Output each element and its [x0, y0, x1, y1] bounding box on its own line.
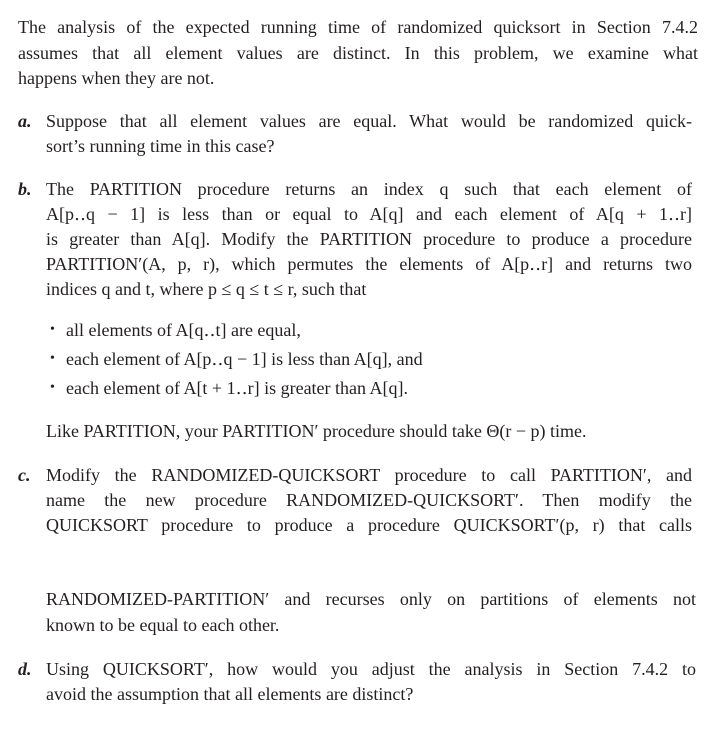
- part-b-line-2: A[p‥q − 1] is less than or equal to A[q] and each element of A[q + 1‥r]: [46, 204, 692, 224]
- part-b-bullet-2: each element of A[p‥q − 1] is less than A[q], and: [66, 349, 423, 369]
- bullet-icon: •: [50, 322, 55, 337]
- part-b-line-4: PARTITION′(A, p, r), which permutes the elements of A[p‥r] and returns two: [46, 254, 692, 274]
- part-b-line-1: The PARTITION procedure returns an index q such that each element of: [46, 179, 692, 199]
- part-c-line-3: QUICKSORT procedure to produce a procedure QUICKSORT′(p, r) that calls: [46, 515, 692, 535]
- bullet-icon: •: [50, 351, 55, 366]
- part-d-label: d.: [18, 659, 32, 679]
- part-c-line-5: known to be equal to each other.: [46, 615, 280, 635]
- part-c-label: c.: [18, 465, 31, 485]
- intro-line-1: The analysis of the expected running time of randomized quicksort in Section 7.4.2: [18, 17, 698, 37]
- part-b-label: b.: [18, 179, 32, 199]
- part-d-line-1: Using QUICKSORT′, how would you adjust the analysis in Section 7.4.2 to: [46, 659, 696, 679]
- part-a-line-2: sort’s running time in this case?: [46, 136, 275, 156]
- part-d-line-2: avoid the assumption that all elements are distinct?: [46, 684, 414, 704]
- part-b-closing: Like PARTITION, your PARTITION′ procedure should take Θ(r − p) time.: [46, 421, 587, 441]
- part-a-label: a.: [18, 111, 32, 131]
- bullet-icon: •: [50, 380, 55, 395]
- part-b-line-3: is greater than A[q]. Modify the PARTITION procedure to produce a procedure: [46, 229, 692, 249]
- part-c-line-4: RANDOMIZED-PARTITION′ and recurses only on partitions of elements not: [46, 589, 696, 609]
- part-b-line-5: indices q and t, where p ≤ q ≤ t ≤ r, such that: [46, 279, 367, 299]
- part-b-bullet-3: each element of A[t + 1‥r] is greater than A[q].: [66, 378, 409, 398]
- part-b-bullet-1: all elements of A[q‥t] are equal,: [66, 320, 301, 340]
- part-c-line-1: Modify the RANDOMIZED-QUICKSORT procedure to call PARTITION′, and: [46, 465, 692, 485]
- intro-line-3: happens when they are not.: [18, 68, 215, 88]
- part-a-line-1: Suppose that all element values are equal. What would be randomized quick-: [46, 111, 692, 131]
- part-c-line-2: name the new procedure RANDOMIZED-QUICKSORT′. Then modify the: [46, 490, 692, 510]
- intro-line-2: assumes that all element values are distinct. In this problem, we examine what: [18, 43, 698, 63]
